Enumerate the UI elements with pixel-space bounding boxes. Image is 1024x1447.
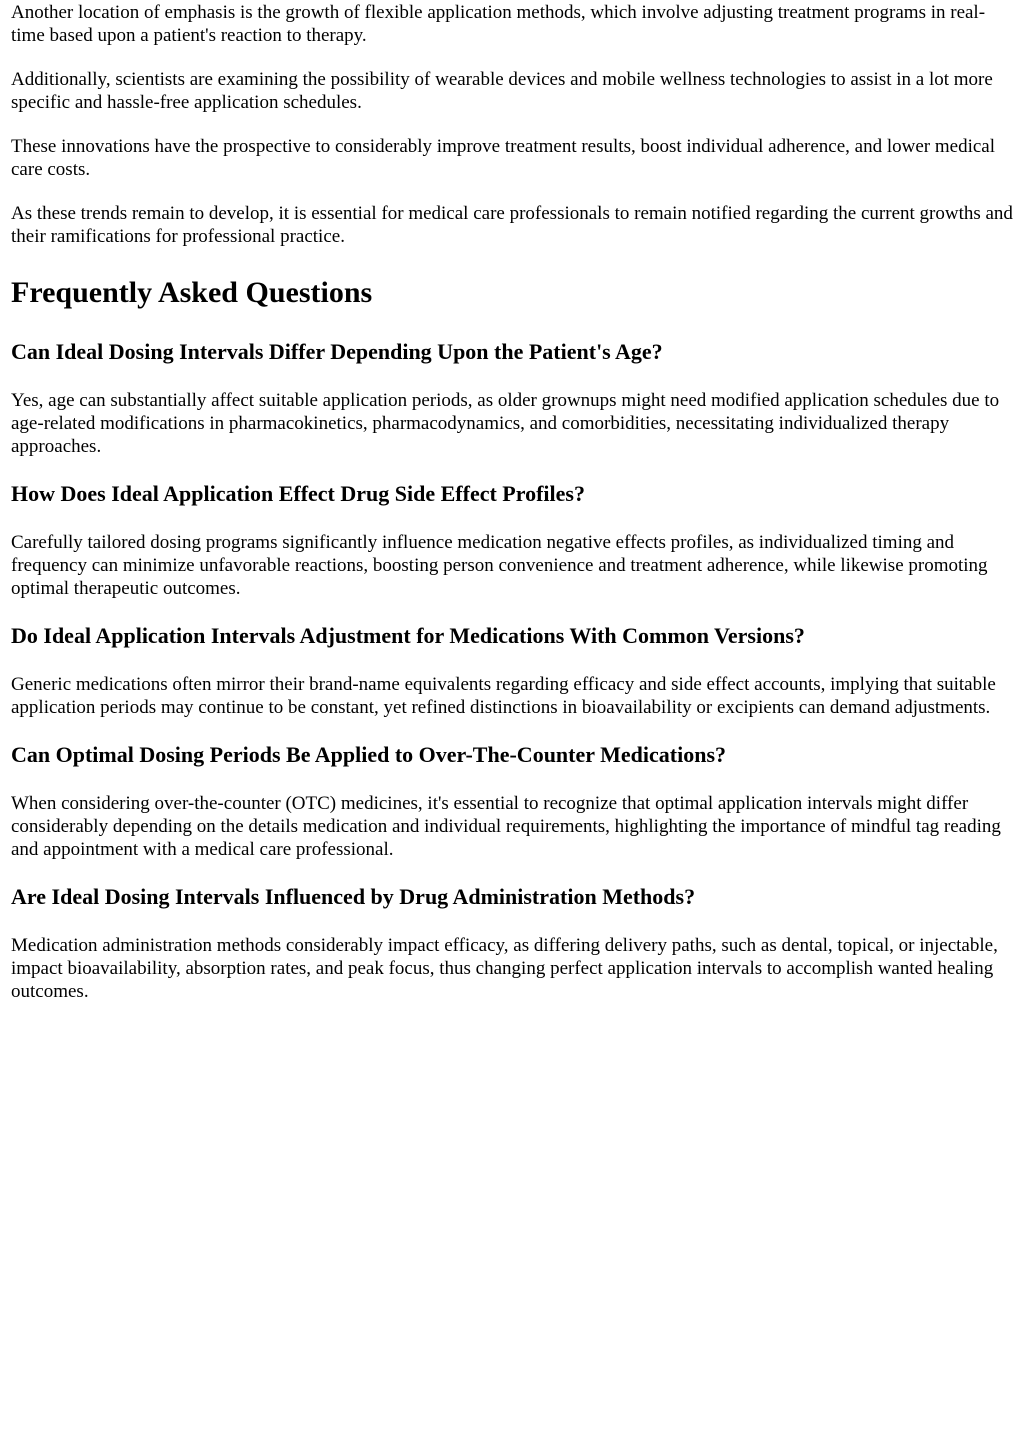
intro-paragraph: Another location of emphasis is the growth of flexible application methods, which involve adjusting treatment programs in real-time based upon a patient's reaction to therapy.	[11, 2, 986, 46]
faq-item	[11, 884, 1013, 1003]
faq-answer: Yes, age can substantially affect suitable application periods, as older grownups might need modified application schedules due to age-related modifications in pharmacokinetics, pharmacodynamics, and comorbidities, necessitating individualized therapy approaches.	[11, 390, 1000, 457]
faq-section	[11, 276, 1013, 1003]
intro-paragraph: Additionally, scientists are examining the possibility of wearable devices and mobile wellness technologies to assist in a lot more specific and hassle-free application schedules.	[11, 69, 993, 113]
faq-answer: When considering over-the-counter (OTC) medicines, it's essential to recognize that optimal application intervals might differ considerably depending on the details medication and individual requirements, highlighting the importance of mindful tag reading and appointment with a medical care professional.	[11, 793, 1001, 860]
faq-heading: Frequently Asked Questions	[11, 276, 373, 309]
faq-item	[11, 623, 1013, 719]
intro-section	[11, 1, 1013, 248]
intro-paragraph: As these trends remain to develop, it is essential for medical care professionals to remain notified regarding the current growths and their ramifications for professional practice.	[11, 203, 1013, 247]
faq-answer: Medication administration methods considerably impact efficacy, as differing delivery paths, such as dental, topical, or injectable, impact bioavailability, absorption rates, and peak focus, thus changing perfect application intervals to accomplish wanted healing outcomes.	[11, 935, 998, 1002]
intro-paragraph: These innovations have the prospective to considerably improve treatment results, boost individual adherence, and lower medical care costs.	[11, 136, 996, 180]
faq-question: How Does Ideal Application Effect Drug Side Effect Profiles?	[11, 481, 585, 506]
faq-answer: Carefully tailored dosing programs significantly influence medication negative effects profiles, as individualized timing and frequency can minimize unfavorable reactions, boosting person convenience and treatment adherence, while likewise promoting optimal therapeutic outcomes.	[11, 532, 988, 599]
faq-answer: Generic medications often mirror their brand-name equivalents regarding efficacy and side effect accounts, implying that suitable application periods may continue to be constant, yet refined distinctions in bioavailability or excipients can demand adjustments.	[11, 674, 996, 718]
faq-question: Do Ideal Application Intervals Adjustment for Medications With Common Versions?	[11, 623, 805, 648]
faq-question: Can Optimal Dosing Periods Be Applied to Over-The-Counter Medications?	[11, 742, 726, 767]
faq-item	[11, 339, 1013, 458]
faq-item	[11, 481, 1013, 600]
faq-question: Are Ideal Dosing Intervals Influenced by Drug Administration Methods?	[11, 884, 696, 909]
faq-item	[11, 742, 1013, 861]
article-page	[0, 1, 1024, 1003]
faq-question: Can Ideal Dosing Intervals Differ Depending Upon the Patient's Age?	[11, 339, 663, 364]
